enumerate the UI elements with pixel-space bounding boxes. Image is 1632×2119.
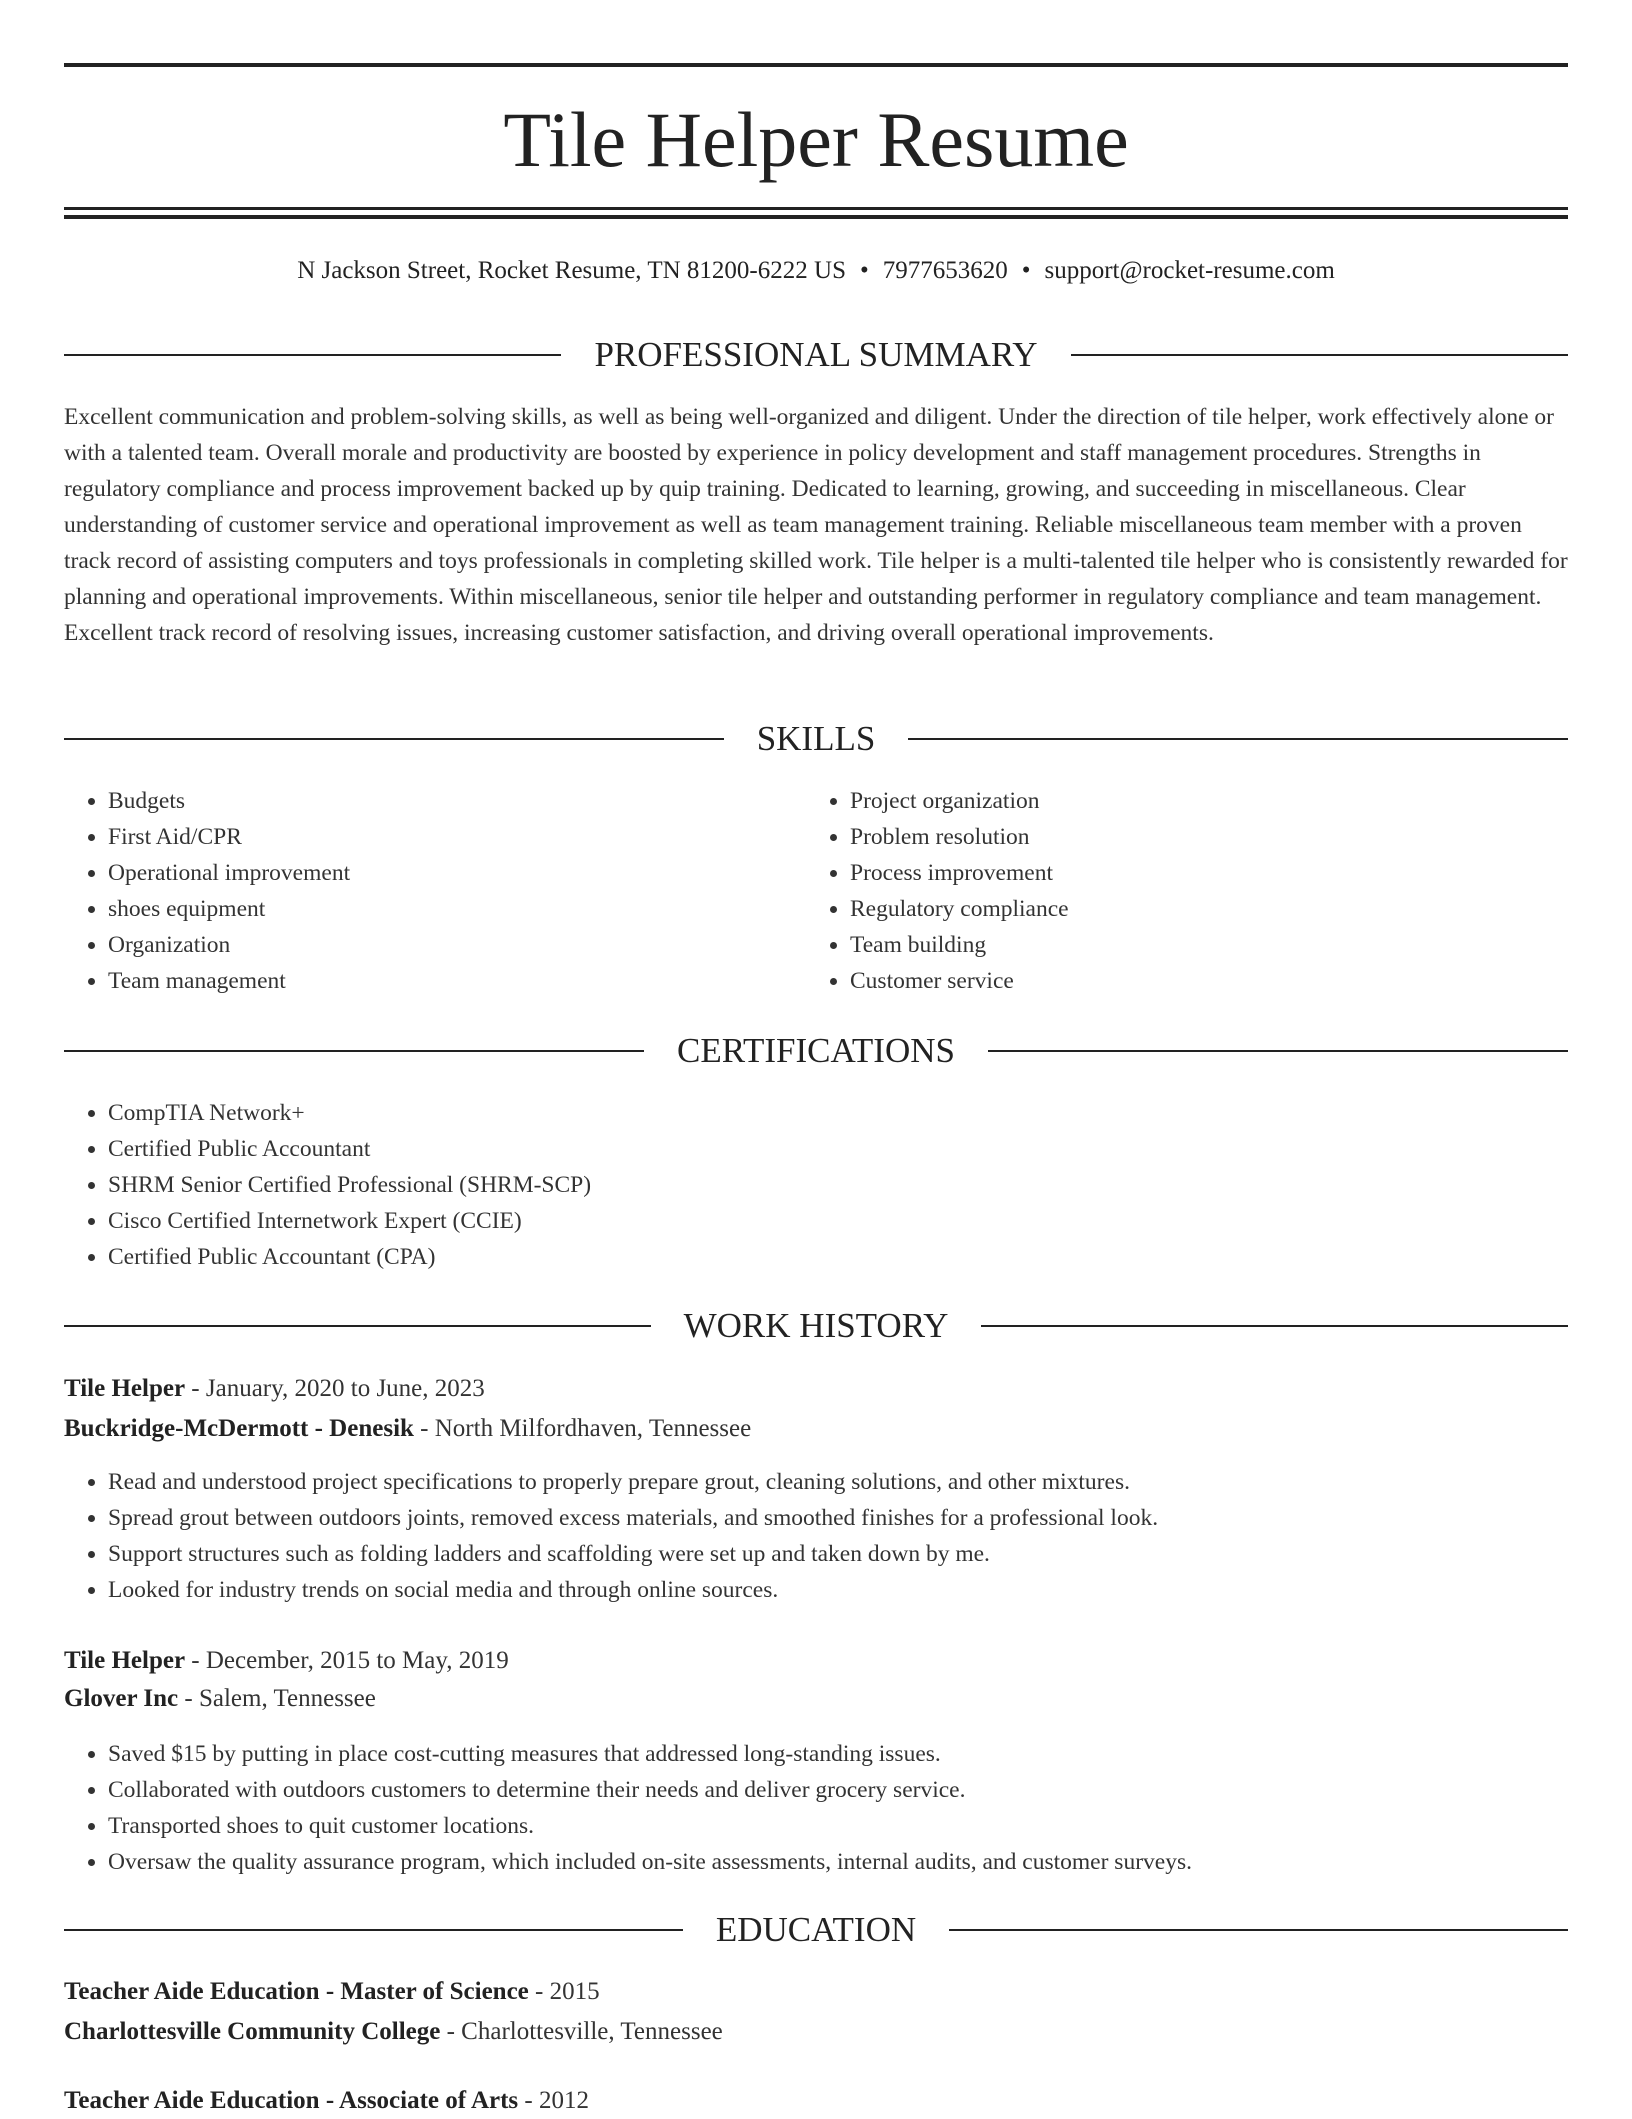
contact-separator: • xyxy=(859,257,869,284)
skill-item: • Customer service xyxy=(850,963,1506,999)
skill-item: • Problem resolution xyxy=(850,819,1506,855)
certification-item: • CompTIA Network+ xyxy=(108,1095,1568,1131)
divider-line xyxy=(949,1929,1568,1931)
divider-line xyxy=(64,1325,651,1327)
education-degree-line xyxy=(64,2083,1568,2119)
education-location: - Charlottesville, Tennessee xyxy=(440,2018,723,2045)
skill-item: • Project organization xyxy=(850,783,1506,819)
skill-item: • Organization xyxy=(108,927,764,963)
certification-item: • SHRM Senior Certified Professional (SHRM-SCP) xyxy=(108,1167,1568,1203)
section-heading-summary xyxy=(64,333,1568,377)
job-bullets xyxy=(64,1464,1568,1608)
education-year: - 2015 xyxy=(528,1978,600,2005)
job-bullet: • Transported shoes to quit customer locations. xyxy=(108,1808,1568,1844)
contact-email: support@rocket-resume.com xyxy=(1044,257,1335,284)
skills-column-left xyxy=(64,783,764,999)
job-dates: - January, 2020 to June, 2023 xyxy=(185,1375,485,1402)
job-bullet: • Looked for industry trends on social media and through online sources. xyxy=(108,1572,1568,1608)
education-year: - 2012 xyxy=(518,2087,589,2114)
job-company: Glover Inc xyxy=(64,1685,179,1712)
skill-item: • shoes equipment xyxy=(108,891,764,927)
job-bullets xyxy=(64,1736,1568,1880)
job-company: Buckridge-McDermott - Denesik xyxy=(64,1415,414,1442)
top-rule xyxy=(64,63,1568,67)
divider-line xyxy=(981,1325,1568,1327)
resume-title: Tile Helper Resume xyxy=(503,96,1129,183)
education-school: Charlottesville Community College xyxy=(64,2018,441,2045)
certification-item: • Certified Public Accountant (CPA) xyxy=(108,1239,1568,1275)
divider-line xyxy=(64,738,724,740)
job-dates: - December, 2015 to May, 2019 xyxy=(185,1647,509,1674)
skill-item: • Team management xyxy=(108,963,764,999)
job-location: - Salem, Tennessee xyxy=(178,1685,376,1712)
section-heading-work xyxy=(64,1304,1568,1348)
job-title: Tile Helper xyxy=(64,1375,186,1402)
section-heading-certifications xyxy=(64,1029,1568,1073)
certification-item: • Certified Public Accountant xyxy=(108,1131,1568,1167)
section-title: WORK HISTORY xyxy=(683,1306,949,1345)
certifications-list xyxy=(64,1095,1568,1275)
divider-line xyxy=(64,1050,644,1052)
job-company-line xyxy=(64,1411,1568,1447)
skills-column-right xyxy=(806,783,1506,999)
section-title: EDUCATION xyxy=(715,1910,917,1949)
section-title: CERTIFICATIONS xyxy=(677,1031,955,1070)
job-title-line xyxy=(64,1643,1568,1679)
job-bullet: • Saved $15 by putting in place cost-cutting measures that addressed long-standing issues. xyxy=(108,1736,1568,1772)
divider-line xyxy=(64,354,561,356)
skill-item: • Regulatory compliance xyxy=(850,891,1506,927)
skill-item: • First Aid/CPR xyxy=(108,819,764,855)
divider-line xyxy=(988,1050,1568,1052)
divider-line xyxy=(908,738,1568,740)
job-title: Tile Helper xyxy=(64,1647,186,1674)
job-bullet: • Spread grout between outdoors joints, removed excess materials, and smoothed finishes for a professional look. xyxy=(108,1500,1568,1536)
job-location: - North Milfordhaven, Tennessee xyxy=(413,1415,752,1442)
contact-separator: • xyxy=(1021,257,1031,284)
title-rule-lower xyxy=(64,215,1568,219)
skill-item: • Team building xyxy=(850,927,1506,963)
education-degree: Teacher Aide Education - Associate of Arts xyxy=(64,2087,519,2114)
section-title: SKILLS xyxy=(756,719,876,758)
section-heading-education xyxy=(64,1908,1568,1952)
summary-paragraph: Excellent communication and problem-solving skills, as well as being well-organized and diligent. Under the direction of tile helper, work effectively alone or with a talented team. Overall morale and productivity are boosted by experience in policy development and staff management procedures. Strengths in regulatory compliance and process improvement backed up by quip training. Dedicated to learning, growing, and succeeding in miscellaneous. Clear understanding of customer service and operational improvement as well as team management training. Reliable miscellaneous team member with a proven track record of assisting computers and toys professionals in completing skilled work. Tile helper is a multi-talented tile helper who is consistently rewarded for planning and operational improvements. Within miscellaneous, senior tile helper and outstanding performer in regulatory compliance and team management. Excellent track record of resolving issues, increasing customer satisfaction, and driving overall operational improvements. xyxy=(64,404,1568,646)
section-title: PROFESSIONAL SUMMARY xyxy=(594,335,1038,374)
education-degree-line xyxy=(64,1974,1568,2010)
section-heading-skills xyxy=(64,717,1568,761)
job-bullet: • Collaborated with outdoors customers to determine their needs and deliver grocery service. xyxy=(108,1772,1568,1808)
certification-item: • Cisco Certified Internetwork Expert (CCIE) xyxy=(108,1203,1568,1239)
skill-item: • Operational improvement xyxy=(108,855,764,891)
education-degree: Teacher Aide Education - Master of Science xyxy=(64,1978,529,2005)
job-bullet: • Support structures such as folding ladders and scaffolding were set up and taken down by me. xyxy=(108,1536,1568,1572)
title-rule-upper xyxy=(64,207,1568,210)
job-bullet: • Read and understood project specifications to properly prepare grout, cleaning solutions, and other mixtures. xyxy=(108,1464,1568,1500)
divider-line xyxy=(64,1929,683,1931)
contact-line xyxy=(64,254,1568,288)
skill-item: • Budgets xyxy=(108,783,764,819)
contact-phone: 7977653620 xyxy=(882,257,1008,284)
contact-address: N Jackson Street, Rocket Resume, TN 81200-6222 US xyxy=(297,257,846,284)
job-title-line xyxy=(64,1371,1568,1407)
divider-line xyxy=(1071,354,1568,356)
skill-item: • Process improvement xyxy=(850,855,1506,891)
job-company-line xyxy=(64,1681,1568,1717)
job-bullet: • Oversaw the quality assurance program, which included on-site assessments, internal audits, and customer surveys. xyxy=(108,1844,1568,1880)
education-school-line xyxy=(64,2014,1568,2050)
